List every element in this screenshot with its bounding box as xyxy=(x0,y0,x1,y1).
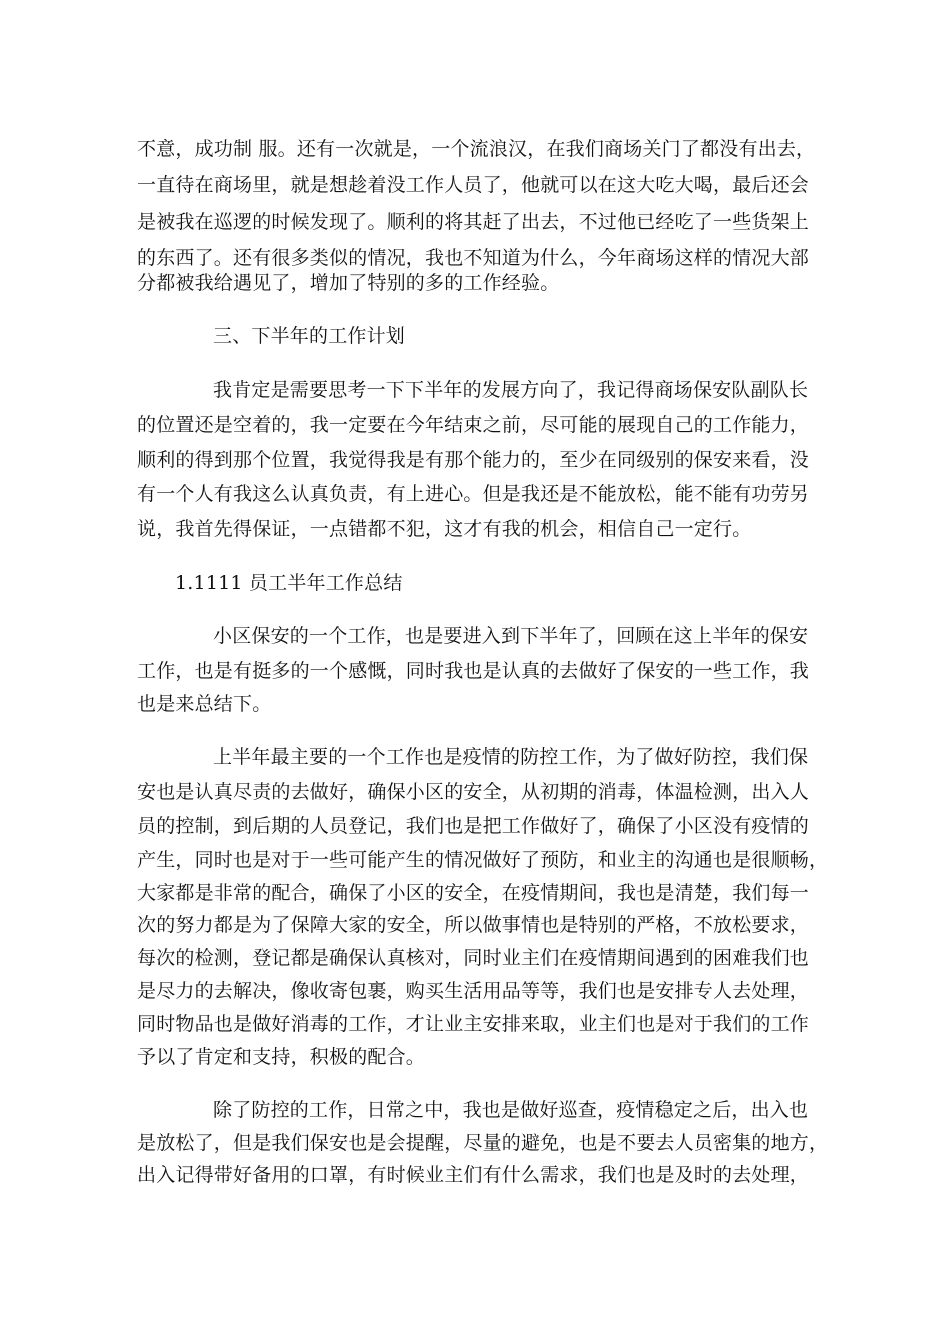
paragraph-4-line-8: 是尽力的去解决，像收寄包裹，购买生活用品等等，我们也是安排专人去处理， xyxy=(137,980,810,1002)
paragraph-4-line-1: 上半年最主要的一个工作也是疫情的防控工作，为了做好防控，我们保 xyxy=(213,746,809,768)
paragraph-5-line-3: 出入记得带好备用的口罩，有时候业主们有什么需求，我们也是及时的去处理， xyxy=(137,1164,810,1186)
paragraph-2-line-4: 有一个人有我这么认真负责，有上进心。但是我还是不能放松，能不能有功劳另 xyxy=(137,483,810,505)
paragraph-2-line-1: 我肯定是需要思考一下下半年的发展方向了，我记得商场保安队副队长 xyxy=(213,379,809,401)
paragraph-3-line-3: 也是来总结下。 xyxy=(137,693,272,715)
paragraph-4-line-9: 同时物品也是做好消毒的工作，才让业主安排来取，业主们也是对于我们的工作 xyxy=(137,1013,810,1035)
paragraph-3-line-1: 小区保安的一个工作，也是要进入到下半年了，回顾在这上半年的保安 xyxy=(213,625,809,647)
section-title: 1.1111 员工半年工作总结 xyxy=(175,572,403,594)
section-heading-3: 三、下半年的工作计划 xyxy=(213,325,406,347)
paragraph-1-line-3: 是被我在巡逻的时候发现了。顺利的将其赶了出去，不过他已经吃了一些货架上 xyxy=(137,211,810,233)
paragraph-1-line-1: 不意，成功制 服。还有一次就是，一个流浪汉，在我们商场关门了都没有出去， xyxy=(137,138,816,160)
paragraph-5-line-1: 除了防控的工作，日常之中，我也是做好巡查，疫情稳定之后，出入也 xyxy=(213,1099,809,1121)
paragraph-4-line-2: 安也是认真尽责的去做好，确保小区的安全，从初期的消毒，体温检测，出入人 xyxy=(137,781,810,803)
paragraph-3-line-2: 工作，也是有挺多的一个感慨，同时我也是认真的去做好了保安的一些工作，我 xyxy=(137,660,810,682)
paragraph-4-line-3: 员的控制，到后期的人员登记，我们也是把工作做好了，确保了小区没有疫情的 xyxy=(137,815,810,837)
paragraph-4-line-6: 次的努力都是为了保障大家的安全，所以做事情也是特别的严格，不放松要求， xyxy=(137,914,810,936)
paragraph-4-line-7: 每次的检测，登记都是确保认真核对，同时业主们在疫情期间遇到的困难我们也 xyxy=(137,947,810,969)
paragraph-5-line-2: 是放松了，但是我们保安也是会提醒，尽量的避免，也是不要去人员密集的地方， xyxy=(137,1132,829,1154)
paragraph-1-line-4: 的东西了。还有很多类似的情况，我也不知道为什么，今年商场这样的情况大部 xyxy=(137,247,810,269)
paragraph-4-line-10: 予以了肯定和支持，积极的配合。 xyxy=(137,1046,426,1068)
paragraph-2-line-2: 的位置还是空着的，我一定要在今年结束之前，尽可能的展现自己的工作能力， xyxy=(137,414,810,436)
paragraph-2-line-3: 顺利的得到那个位置，我觉得我是有那个能力的，至少在同级别的保安来看，没 xyxy=(137,449,810,471)
paragraph-4-line-5: 大家都是非常的配合，确保了小区的安全，在疫情期间，我也是清楚，我们每一 xyxy=(137,882,810,904)
paragraph-1-line-5: 分都被我给遇见了，增加了特别的多的工作经验。 xyxy=(137,272,560,294)
paragraph-4-line-4: 产生，同时也是对于一些可能产生的情况做好了预防，和业主的沟通也是很顺畅， xyxy=(137,849,829,871)
paragraph-1-line-2: 一直待在商场里，就是想趁着没工作人员了，他就可以在这大吃大喝，最后还会 xyxy=(137,174,810,196)
paragraph-2-line-5: 说，我首先得保证，一点错都不犯，这才有我的机会，相信自己一定行。 xyxy=(137,518,752,540)
